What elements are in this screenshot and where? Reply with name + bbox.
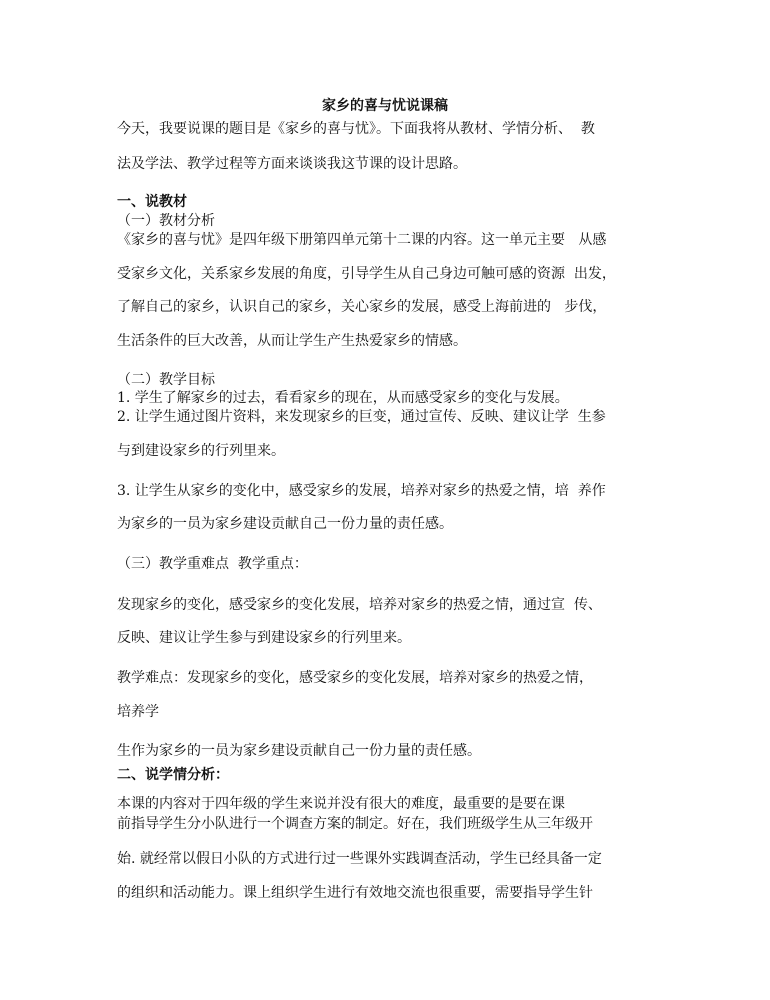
paragraph-line: 前指导学生分小队进行一个调查方案的制定。好在，我们班级学生从三年级开 [117, 816, 593, 832]
paragraph-line: 反映、建议让学生参与到建设家乡的行列里来。 [117, 630, 411, 646]
goal-line: 2. 让学生通过图片资料，来发现家乡的巨变，通过宣传、反映、建议让学 生参 [117, 409, 606, 425]
paragraph-line: 了解自己的家乡，认识自己的家乡，关心家乡的发展，感受上海前进的 步伐， [117, 299, 607, 315]
paragraph-line: 发现家乡的变化，感受家乡的变化发展，培养对家乡的热爱之情，通过宣 传、 [117, 597, 602, 613]
paragraph-line: 教学难点：发现家乡的变化，感受家乡的变化发展，培养对家乡的热爱之情， [117, 670, 593, 686]
goal-line: 3. 让学生从家乡的变化中，感受家乡的发展，培养对家乡的热爱之情，培 养作 [117, 483, 606, 499]
paragraph-line: 本课的内容对于四年级的学生来说并没有很大的难度，最重要的是要在课 [117, 796, 565, 812]
goal-line: 为家乡的一员为家乡建设贡献自己一份力量的责任感。 [117, 516, 453, 532]
goal-line: 1. 学生了解家乡的过去，看看家乡的现在，从而感受家乡的变化与发展。 [117, 390, 569, 406]
subsection-heading-goals: （二）教学目标 [117, 372, 215, 388]
paragraph-line: 生活条件的巨大改善，从而让学生产生热爱家乡的情感。 [117, 333, 467, 349]
paragraph-line: 受家乡文化，关系家乡发展的角度，引导学生从自己身边可触可感的资源 出发， [117, 266, 616, 282]
paragraph-line: 的组织和活动能力。课上组织学生进行有效地交流也很重要，需要指导学生针 [117, 885, 593, 901]
paragraph-line: 始. 就经常以假日小队的方式进行过一些课外实践调查活动，学生已经具备一定 [117, 851, 602, 867]
paragraph-line: 生作为家乡的一员为家乡建设贡献自己一份力量的责任感。 [117, 743, 481, 759]
intro-line-2: 法及学法、教学过程等方面来谈谈我这节课的设计思路。 [117, 156, 467, 172]
section-heading-textbook: 一、说教材 [117, 194, 187, 210]
paragraph-line: 培养学 [117, 704, 159, 720]
paragraph-line: 《家乡的喜与忧》是四年级下册第四单元第十二课的内容。这一单元主要 从感 [117, 232, 607, 248]
intro-line-1: 今天，我要说课的题目是《家乡的喜与忧》。下面我将从教材、学情分析、 教 [117, 121, 595, 137]
goal-line: 与到建设家乡的行列里来。 [117, 443, 285, 459]
section-heading-learner-analysis: 二、说学情分析： [117, 767, 229, 783]
document-title: 家乡的喜与忧说课稿 [322, 98, 448, 114]
subsection-heading-analysis: （一）教材分析 [117, 213, 215, 229]
subsection-heading-key-points: （三）教学重难点 教学重点： [117, 556, 308, 572]
